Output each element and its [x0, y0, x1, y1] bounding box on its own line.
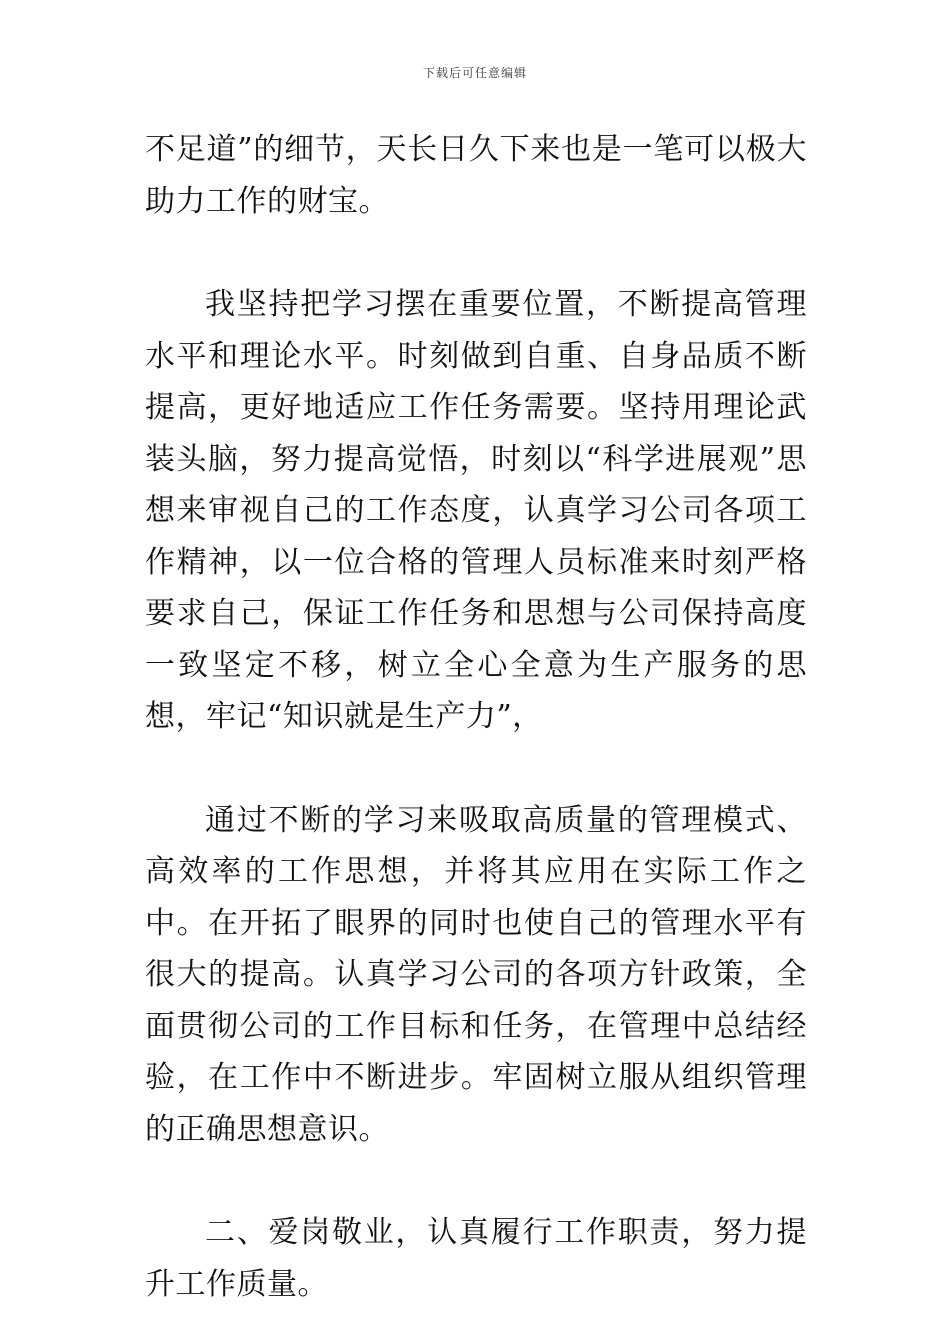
paragraph-continuation: 不足道”的细节，天长日久下来也是一笔可以极大助力工作的财宝。 [145, 132, 807, 219]
header-note: 下载后可任意编辑 [422, 66, 527, 80]
paragraph-learning: 通过不断的学习来吸取高质量的管理模式、高效率的工作思想，并将其应用在实际工作之中。在开拓了眼界的同时也使自己的管理水平有很大的提高。认真学习公司的各项方针政策，全面贯彻公司的工作目标和任务，在管理中总结经验，在工作中不断进步。牢固树立服从组织管理的正确思想意识。 [145, 802, 807, 1147]
paragraph-study: 我坚持把学习摆在重要位置，不断提高管理水平和理论水平。时刻做到自重、自身品质不断提高，更好地适应工作任务需要。坚持用理论武装头脑，努力提高觉悟，时刻以“科学进展观”思想来审视自己的工作态度，认真学习公司各项工作精神，以一位合格的管理人员标准来时刻严格要求自己，保证工作任务和思想与公司保持高度一致坚定不移，树立全心全意为生产服务的思想，牢记“知识就是生产力”， [145, 287, 807, 734]
document-body [145, 124, 807, 1310]
section-heading-two: 二、爱岗敬业，认真履行工作职责，努力提升工作质量。 [145, 1215, 807, 1302]
